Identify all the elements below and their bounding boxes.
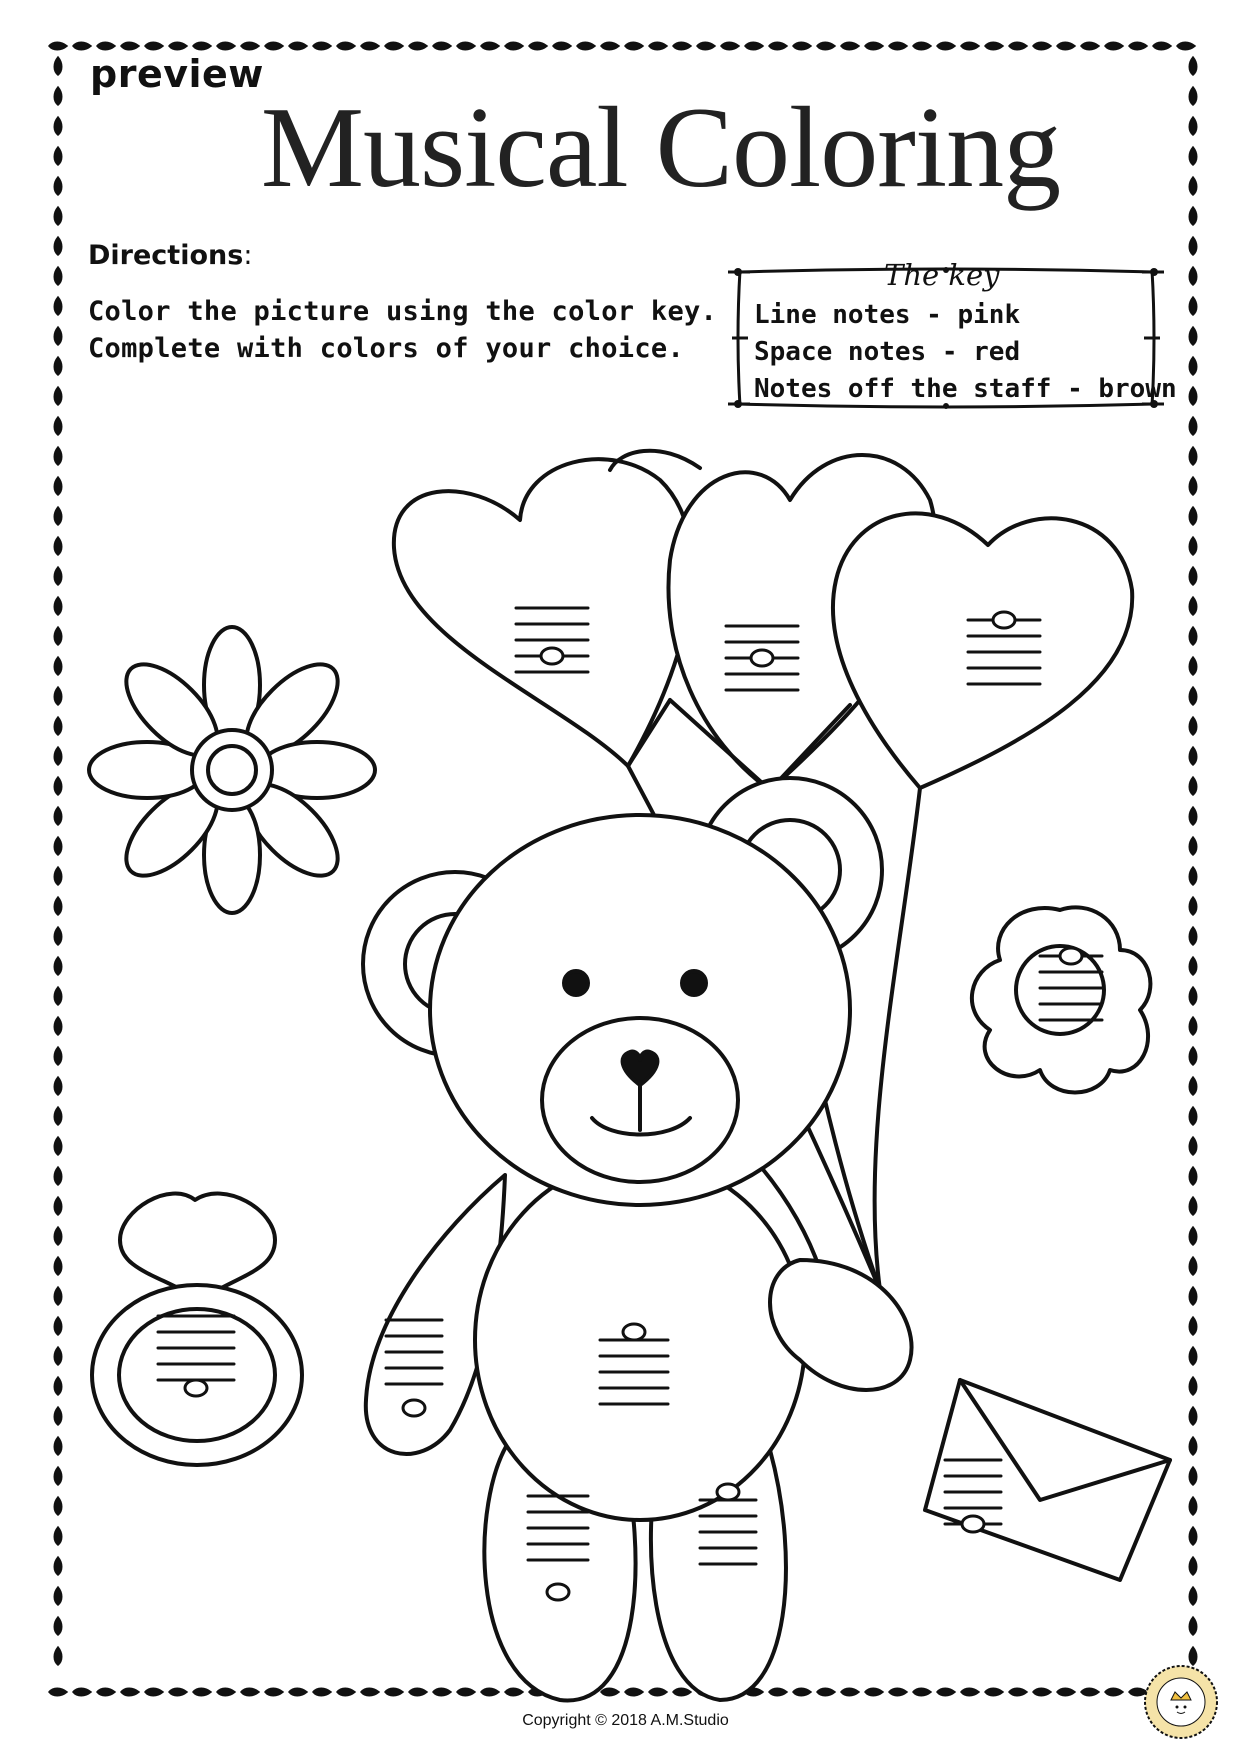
instruction-line-1: Color the picture using the color key. [88,296,718,327]
copyright-text: Copyright © 2018 A.M.Studio [522,1712,729,1729]
round-flower [972,907,1151,1092]
envelope [925,1380,1170,1580]
daisy-flower [89,627,375,913]
directions-label: Directions [88,240,244,271]
studio-logo-stamp [1141,1662,1221,1742]
bear-eye-right [682,971,706,995]
directions-colon: : [243,240,253,271]
bear-eye-left [564,971,588,995]
heart-balloon-left [394,459,692,766]
color-key-off-staff-notes: Notes off the staff - brown [754,374,1177,404]
page-title: Musical Coloring [260,84,1061,212]
color-key-space-notes: Space notes - red [754,337,1021,367]
color-key-title: The key [884,258,1000,292]
color-key-line-notes: Line notes - pink [754,300,1021,330]
instruction-line-2: Complete with colors of your choice. [88,333,684,364]
preview-label: preview [90,52,264,96]
heart-ring [92,1194,302,1465]
